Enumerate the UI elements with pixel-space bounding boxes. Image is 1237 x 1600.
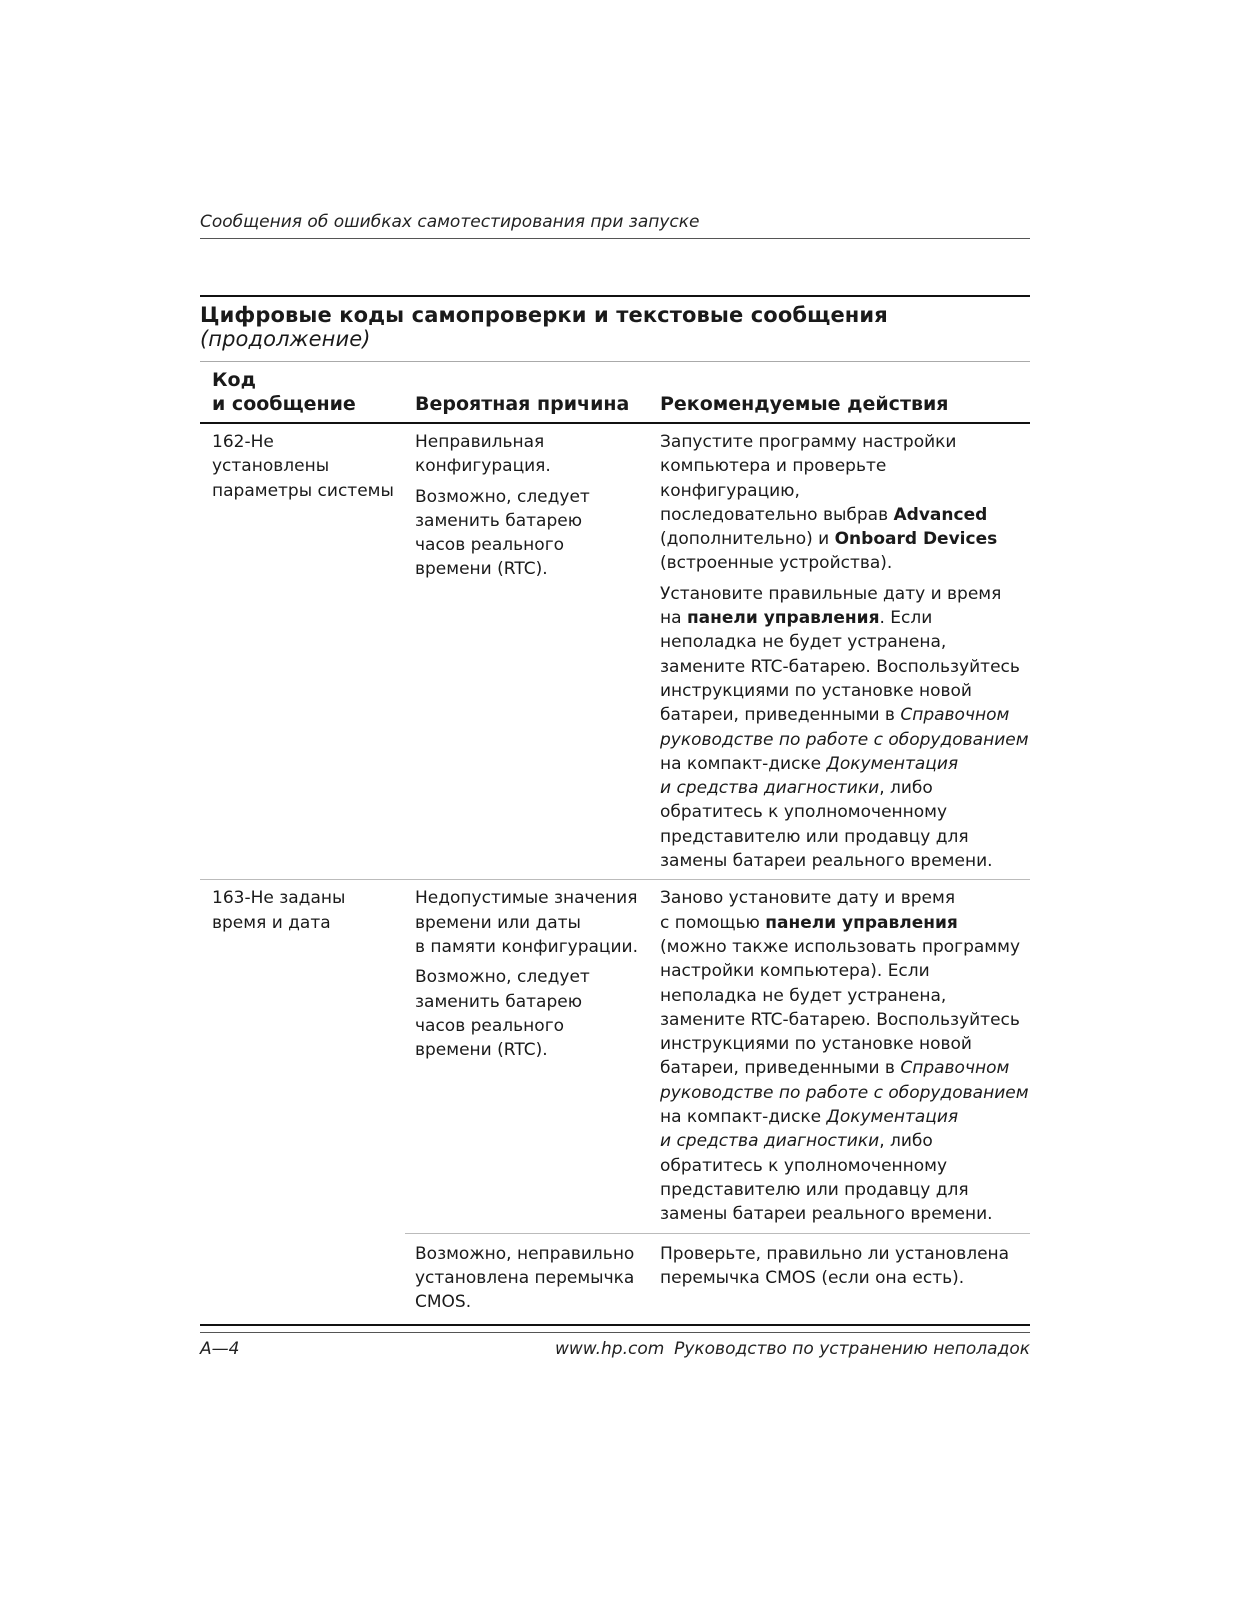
table-title-continued: (продолжение) bbox=[200, 327, 371, 351]
table-title-text: Цифровые коды самопроверки и текстовые сообщения bbox=[200, 303, 888, 327]
action-fragment: Заново установите дату и время с помощью bbox=[660, 888, 956, 933]
cause-text: Возможно, неправильно установлена перемычка CMOS. bbox=[415, 1243, 635, 1313]
action-fragment: . Если неполадка не будет устранена, замените RTC-батарею. Воспользуйтесь инструкциями по установке новой батареи, приведенными в bbox=[660, 608, 1020, 726]
code-text: 162-Не установлены параметры системы bbox=[212, 432, 394, 501]
action-fragment: (встроенные устройства). bbox=[660, 553, 893, 574]
table-title bbox=[200, 297, 1030, 362]
action-fragment: Запустите программу настройки компьютера и проверьте конфигурацию, последовательно выбрав bbox=[660, 432, 957, 525]
documentation-cd-title: Документация и средства диагностики bbox=[660, 1107, 959, 1152]
header-code-line2: и сообщение bbox=[212, 393, 356, 415]
page-number: A—4 bbox=[200, 1339, 240, 1359]
cause-text: Возможно, следует заменить батарею часов реального времени (RTC). bbox=[415, 967, 590, 1061]
control-panel-term: панели управления bbox=[686, 608, 880, 629]
action-fragment: , либо обратитесь к уполномоченному представителю или продавцу для замены батареи реального времени. bbox=[660, 778, 993, 872]
header-code-line1: Код bbox=[212, 369, 256, 391]
header-code bbox=[200, 368, 405, 416]
code-cell-empty bbox=[200, 1233, 405, 1315]
table-row bbox=[200, 880, 1030, 1226]
action-cell bbox=[650, 430, 1030, 873]
action-text bbox=[660, 582, 1030, 874]
cause-text: Неправильная конфигурация. bbox=[415, 432, 551, 477]
action-fragment: , либо обратитесь к уполномоченному представителю или продавцу для замены батареи реального времени. bbox=[660, 1131, 993, 1225]
action-cell bbox=[650, 1233, 1030, 1315]
page-footer bbox=[200, 1332, 1030, 1359]
cause-text: Возможно, следует заменить батарею часов реального времени (RTC). bbox=[415, 486, 590, 580]
menu-onboard-devices: Onboard Devices bbox=[834, 529, 998, 550]
cause-cell bbox=[405, 886, 650, 1226]
documentation-cd-title: Документация и средства диагностики bbox=[660, 753, 959, 799]
running-head: Сообщения об ошибках самотестирования при запуске bbox=[200, 212, 1030, 239]
header-cause: Вероятная причина bbox=[415, 393, 630, 415]
code-text: 163-Не заданы время и дата bbox=[212, 888, 346, 933]
table-subrow bbox=[200, 1227, 1030, 1327]
action-fragment: Установите правильные дату и время на bbox=[660, 583, 1002, 629]
action-text bbox=[660, 886, 1030, 1226]
post-codes-table bbox=[200, 295, 1030, 1326]
cause-text: Недопустимые значения времени или даты в памяти конфигурации. bbox=[415, 888, 639, 957]
menu-advanced: Advanced bbox=[893, 504, 988, 525]
action-fragment: (дополнительно) и bbox=[660, 529, 830, 550]
code-cell bbox=[200, 430, 405, 873]
header-action: Рекомендуемые действия bbox=[660, 393, 949, 415]
action-cell bbox=[650, 886, 1030, 1226]
footer-title: Руководство по устранению неполадок bbox=[674, 1339, 1030, 1359]
reference-guide-title: Справочном руководстве по работе с оборудованием bbox=[660, 1058, 1029, 1103]
table-header-row bbox=[200, 362, 1030, 424]
action-fragment: (можно также использовать программу настройки компьютера). Если неполадка не будет устранена, замените RTC-батарею. Воспользуйтесь инструкциями по установке новой батареи, приведенными в bbox=[660, 936, 1021, 1079]
cause-cell bbox=[405, 1233, 650, 1315]
action-text bbox=[660, 430, 1030, 576]
table-row bbox=[200, 424, 1030, 880]
action-fragment: на компакт-диске bbox=[660, 1107, 822, 1128]
action-text: Проверьте, правильно ли установлена перемычка CMOS (если она есть). bbox=[660, 1243, 1010, 1288]
code-cell bbox=[200, 886, 405, 1226]
action-fragment: на компакт-диске bbox=[660, 753, 822, 774]
reference-guide-title: Справочном руководстве по работе с оборудованием bbox=[660, 705, 1029, 750]
cause-cell bbox=[405, 430, 650, 873]
control-panel-term: панели управления bbox=[765, 912, 958, 933]
footer-url: www.hp.com bbox=[555, 1339, 665, 1359]
